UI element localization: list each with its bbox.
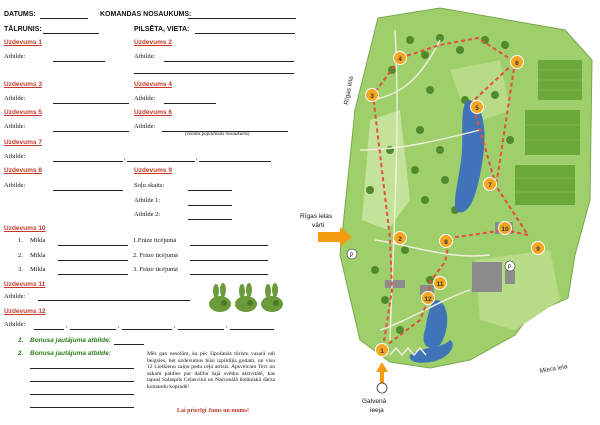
entrance-label-2: ieeja <box>370 407 384 414</box>
task-4-answer-field[interactable] <box>164 103 216 104</box>
task-7-answer-field-3[interactable] <box>199 161 271 162</box>
team-name-label: KOMANDAS NOSAUKUMS: <box>100 11 192 18</box>
riddle-3-label: Mīkla <box>30 266 46 273</box>
closing-paragraph: Mēs gan nesolām, ka pēc šīpošanās tūristu vasarā odi beigsies, bet uzdevumus būsi izpildījis godam, un visu 12 Lielklenu zaļņu pedu ceļu atrisis. Apsveicam Tevi un sakam paldies par dalību šajā svētku aktivitātē, kas tapusi Salaspils Ceļasvinā un Nacionālā botāniskā dārza komandu kopradē! <box>147 351 275 390</box>
svg-text:7: 7 <box>488 182 492 189</box>
phrase-2-label: 2. Frāze ticējumā <box>133 252 178 259</box>
comma: , <box>124 154 126 161</box>
svg-text:5: 5 <box>475 105 479 112</box>
bonus-1-num: 1. <box>18 337 24 344</box>
svg-text:9: 9 <box>536 246 540 253</box>
task-6-answer-label: Atbilde: <box>134 123 156 130</box>
parking-label: P <box>349 253 354 259</box>
bonus-2-field-3[interactable] <box>30 394 134 395</box>
task-8-answer-field[interactable] <box>53 190 123 191</box>
svg-text:12: 12 <box>424 296 432 303</box>
task-7-answer-field-2[interactable] <box>127 161 195 162</box>
checkpoint-4[interactable] <box>394 52 407 65</box>
checkpoint-7[interactable] <box>484 178 497 191</box>
task-9-answer-2-label: Atbilde 2: <box>134 211 161 218</box>
date-field[interactable] <box>40 18 88 19</box>
checkpoint-9[interactable] <box>532 242 545 255</box>
riddle-1-field[interactable] <box>58 245 128 246</box>
task-9-answer-1-field[interactable] <box>188 205 232 206</box>
closing-line: Lai priecīgi Jums un mums! <box>177 408 250 414</box>
checkpoint-5[interactable] <box>471 101 484 114</box>
task-11-answer-label: Atbilde: ` <box>4 293 30 300</box>
comma: , <box>174 322 176 329</box>
task-12-answer-field-5[interactable] <box>230 329 274 330</box>
entrance-label: Galvenā <box>362 398 387 405</box>
task-5-answer-label: Atbilde: <box>4 123 26 130</box>
task-2-title: Uzdevums 2 <box>134 39 172 46</box>
svg-text:2: 2 <box>398 236 402 243</box>
street-rigas-iela: Rīgas iela <box>343 75 355 106</box>
bonus-1-label: Bonusa jautājuma atbilde: <box>30 337 111 344</box>
riddle-2-field[interactable] <box>58 260 128 261</box>
task-9-answer-2-field[interactable] <box>188 219 232 220</box>
checkpoint-10[interactable] <box>499 222 512 235</box>
phone-field[interactable] <box>43 33 99 34</box>
svg-text:4: 4 <box>398 56 402 63</box>
riddle-2-label: Mīkla <box>30 252 46 259</box>
svg-text:8: 8 <box>444 239 448 246</box>
task-9-steps-field[interactable] <box>188 190 232 191</box>
parking-label: P <box>507 265 512 271</box>
task-9-title: Uzdevums 9 <box>134 167 172 174</box>
bonus-2-field-4[interactable] <box>30 407 134 408</box>
gate-label: Rīgas ielas <box>300 213 333 220</box>
task-12-answer-field-4[interactable] <box>178 329 224 330</box>
checkpoint-3[interactable] <box>366 89 379 102</box>
checkpoint-6[interactable] <box>511 56 524 69</box>
task-12-answer-field-2[interactable] <box>70 329 116 330</box>
park-map <box>300 0 600 425</box>
date-label: DATUMS: <box>4 11 36 18</box>
team-name-field[interactable] <box>188 18 296 19</box>
bonus-2-field-1[interactable] <box>30 368 134 369</box>
task-1-answer-field[interactable] <box>53 61 105 62</box>
task-2-answer-field-2[interactable] <box>134 73 294 74</box>
task-4-answer-label: Atbilde: <box>134 95 156 102</box>
task-8-answer-label: Atbilde: <box>4 182 26 189</box>
bonus-1-field[interactable] <box>114 344 144 345</box>
bonus-2-label: Bonusa jautājuma atbilde: <box>30 350 111 357</box>
task-7-answer-label: Atbilde: <box>4 153 26 160</box>
checkpoint-8[interactable] <box>440 235 453 248</box>
task-5-title: Uzdevums 5 <box>4 109 42 116</box>
task-1-title: Uzdevums 1 <box>4 39 42 46</box>
checkpoint-1[interactable] <box>376 344 389 357</box>
task-12-answer-field-1[interactable] <box>34 329 64 330</box>
checkpoint-11[interactable] <box>434 277 447 290</box>
svg-text:11: 11 <box>436 281 444 288</box>
task-8-title: Uzdevums 8 <box>4 167 42 174</box>
city-label: PILSĒTA, VIETA: <box>134 26 190 33</box>
task-3-title: Uzdevums 3 <box>4 81 42 88</box>
comma: , <box>196 154 198 161</box>
svg-text:6: 6 <box>515 60 519 67</box>
riddle-3-field[interactable] <box>58 274 128 275</box>
riddle-1-label: Mīkla <box>30 237 46 244</box>
task-9-steps-label: Soļu skaits: <box>134 182 165 189</box>
task-6-note: (vēlams papildināts nosaukums) <box>185 132 250 137</box>
pedestrian-icon <box>377 383 387 393</box>
task-7-title: Uzdevums 7 <box>4 139 42 146</box>
task-7-answer-field-1[interactable] <box>53 161 123 162</box>
task-3-answer-label: Atbilde: <box>4 95 26 102</box>
phrase-1-field[interactable] <box>190 245 268 246</box>
phrase-1-label: 1.Frāze ticējumā <box>133 237 177 244</box>
task-12-title: Uzdevums 12 <box>4 308 46 315</box>
comma: , <box>118 322 120 329</box>
svg-text:3: 3 <box>370 93 374 100</box>
task-12-answer-field-3[interactable] <box>122 329 172 330</box>
phone-label: TĀLRUNIS: <box>4 26 42 33</box>
task-11-title: Uzdevums 11 <box>4 281 46 288</box>
task-2-answer-label: Atbilde: <box>134 53 156 60</box>
task-2-answer-field[interactable] <box>164 61 294 62</box>
task-3-answer-field[interactable] <box>53 103 129 104</box>
riddle-2-num: 2. <box>18 252 23 259</box>
riddle-3-num: 3. <box>18 266 23 273</box>
svg-text:10: 10 <box>501 226 509 233</box>
bonus-2-num: 2. <box>18 350 24 357</box>
comma: , <box>226 322 228 329</box>
task-1-answer-label: Atbilde: <box>4 53 26 60</box>
checkpoint-2[interactable] <box>394 232 407 245</box>
task-5-answer-field[interactable] <box>53 131 129 132</box>
task-4-title: Uzdevums 4 <box>134 81 172 88</box>
task-6-title: Uzdevums 6 <box>134 109 172 116</box>
street-miera-iela: Miera iela <box>539 363 569 375</box>
task-11-answer-field[interactable] <box>38 300 190 301</box>
phrase-3-label: 3. Frāze ticējumā <box>133 266 178 273</box>
entrance-arrow-icon <box>376 362 388 384</box>
comma: , <box>66 322 68 329</box>
gate-label-2: vārti <box>312 222 325 229</box>
rabbit-topiary-icon <box>206 283 286 313</box>
svg-text:1: 1 <box>380 348 384 355</box>
task-12-answer-label: Atbilde: <box>4 321 26 328</box>
bonus-2-field-2[interactable] <box>30 381 134 382</box>
task-10-title: Uzdevums 10 <box>4 225 46 232</box>
riddle-1-num: 1. <box>18 237 23 244</box>
task-9-answer-1-label: Atbilde 1: <box>134 197 161 204</box>
city-field[interactable] <box>195 33 295 34</box>
phrase-2-field[interactable] <box>190 260 268 261</box>
checkpoint-12[interactable] <box>422 292 435 305</box>
phrase-3-field[interactable] <box>190 274 268 275</box>
